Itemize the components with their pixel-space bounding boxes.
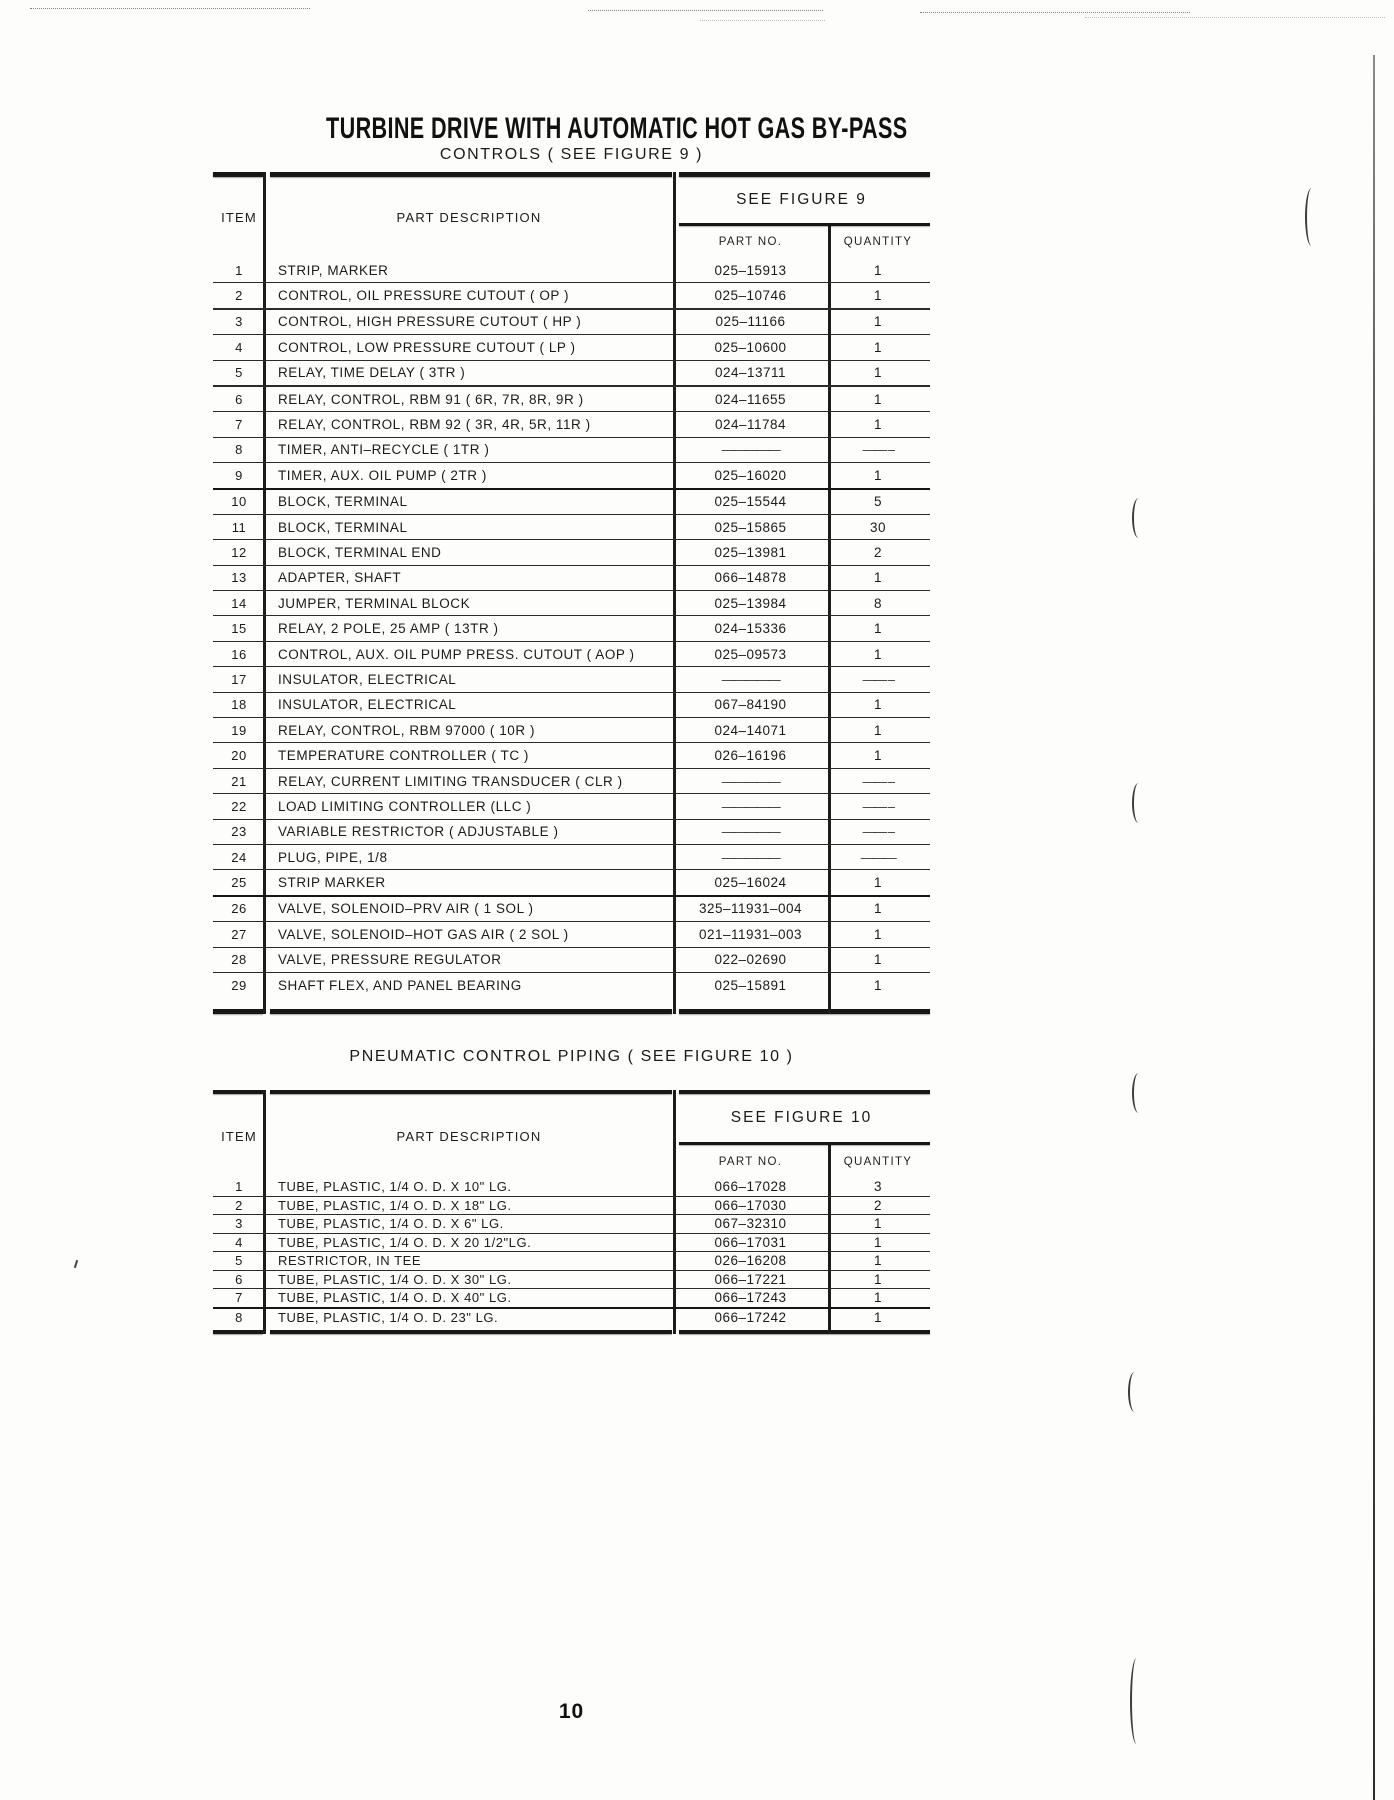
part-no-cell: 024–15336 [714,621,787,637]
part-no-cell: 024–14071 [714,722,787,738]
piping-table-body [213,1178,930,1330]
figure-header-group [673,1094,930,1178]
part-description-cell: TUBE, PLASTIC, 1/4 O. D. X 18" LG. [278,1197,512,1213]
controls-table-body [213,258,930,1009]
part-description-cell: BLOCK, TERMINAL [278,519,408,535]
part-no-cell: 066–17031 [714,1234,787,1250]
part-description-cell: TUBE, PLASTIC, 1/4 O. D. X 30" LG. [278,1271,512,1287]
quantity-cell: —— – [862,773,894,789]
part-no-cell: 066–17028 [714,1179,787,1195]
table-row [213,258,930,282]
figure-header: SEE FIGURE 9 [736,191,867,208]
table-row [213,641,930,666]
part-no-cell: 025–13984 [714,595,787,611]
part-description-cell: TUBE, PLASTIC, 1/4 O. D. X 10" LG. [278,1179,512,1195]
part-description-cell: TEMPERATURE CONTROLLER ( TC ) [278,748,529,764]
column-header-part-no: PART NO. [718,1155,783,1168]
table-border [213,1330,263,1334]
item-number-cell: 12 [231,544,247,560]
table-row [213,869,930,894]
quantity-cell: —— – [862,671,894,687]
controls-table [213,172,930,1014]
part-no-cell: 025–10600 [714,339,787,355]
scan-dots-top-mid2 [700,20,825,21]
quantity-cell: ——— [860,849,896,865]
piping-table [213,1090,930,1334]
item-number-cell: 9 [235,467,243,483]
table-row [213,411,930,436]
item-number-cell: 22 [231,798,247,814]
table-row [213,793,930,818]
part-description-cell: STRIP, MARKER [278,262,389,278]
quantity-cell: 1 [873,570,882,586]
part-no-cell: ————— [721,671,780,687]
quantity-cell: 1 [873,901,882,917]
quantity-cell: 1 [873,417,882,433]
part-description-cell: RELAY, CONTROL, RBM 92 ( 3R, 4R, 5R, 11R ) [278,417,591,433]
part-no-cell: ————— [721,798,780,814]
part-no-cell: 026–16196 [714,748,787,764]
table-row [213,921,930,946]
part-no-cell: 067–32310 [714,1216,787,1232]
table-row [213,1196,930,1215]
item-number-cell: 8 [235,442,243,458]
part-description-cell: INSULATOR, ELECTRICAL [278,671,457,687]
item-number-cell: 11 [231,519,247,535]
table-row [213,462,930,487]
item-number-cell: 21 [231,773,247,789]
part-description-cell: CONTROL, LOW PRESSURE CUTOUT ( LP ) [278,339,576,355]
part-description-cell: TIMER, AUX. OIL PUMP ( 2TR ) [278,467,487,483]
quantity-cell: 2 [873,544,882,560]
quantity-cell: 30 [869,519,887,535]
column-header-description: PART DESCRIPTION [396,1128,542,1144]
table-row [213,666,930,691]
table-row [213,437,930,462]
part-description-cell: TUBE, PLASTIC, 1/4 O. D. X 40" LG. [278,1290,512,1306]
part-description-cell: TUBE, PLASTIC, 1/4 O. D. X 20 1/2"LG. [278,1234,532,1250]
part-no-cell: 025–09573 [714,646,787,662]
table-row [213,539,930,564]
item-number-cell: 29 [231,977,247,993]
part-no-cell: 024–11655 [714,391,787,407]
scan-dots-top-right [920,12,1190,13]
quantity-cell: 1 [873,748,882,764]
scan-paren-mark [1132,1073,1145,1113]
quantity-cell: 1 [873,467,882,483]
part-no-cell: 025–10746 [714,288,787,304]
table-border [679,1330,930,1334]
quantity-cell: 1 [873,288,882,304]
item-number-cell: 20 [231,748,247,764]
scan-dots-top-far-right [1085,17,1385,18]
part-description-cell: CONTROL, OIL PRESSURE CUTOUT ( OP ) [278,288,570,304]
item-number-cell: 26 [231,901,247,917]
item-number-cell: 15 [231,621,247,637]
quantity-cell: —— – [862,824,894,840]
figure-header: SEE FIGURE 10 [730,1109,873,1126]
controls-table-caption: CONTROLS ( SEE FIGURE 9 ) [439,146,704,163]
item-number-cell: 24 [231,849,247,865]
scan-edge-line [1373,55,1375,1800]
item-number-cell: 18 [231,697,247,713]
item-number-cell: 1 [235,262,243,278]
part-description-cell: RELAY, TIME DELAY ( 3TR ) [278,365,466,381]
part-description-cell: LOAD LIMITING CONTROLLER (LLC ) [278,798,532,814]
table-row [213,385,930,411]
table-border [679,1009,930,1014]
quantity-cell: 1 [873,1309,882,1325]
part-no-cell: 025–16020 [714,467,787,483]
quantity-cell: 1 [873,1271,882,1287]
item-number-cell: 6 [235,1271,243,1287]
table-row [213,844,930,869]
table-row [213,819,930,844]
part-description-cell: PLUG, PIPE, 1/8 [278,849,388,865]
item-number-cell: 16 [231,646,247,662]
item-number-cell: 14 [231,595,247,611]
part-no-cell: 024–13711 [714,365,787,381]
table-row [213,768,930,793]
quantity-cell: 1 [873,952,882,968]
quantity-cell: 8 [873,595,882,611]
part-description-cell: VALVE, PRESSURE REGULATOR [278,952,502,968]
table-border [213,1009,263,1014]
part-description-cell: STRIP MARKER [278,875,386,891]
part-description-cell: CONTROL, HIGH PRESSURE CUTOUT ( HP ) [278,314,582,330]
item-number-cell: 7 [235,417,243,433]
part-no-cell: 021–11931–003 [698,926,803,942]
part-no-cell: 025–16024 [714,875,787,891]
item-number-cell: 27 [231,926,247,942]
quantity-cell: 1 [873,365,882,381]
quantity-cell: 1 [873,697,882,713]
scan-paren-mark [1132,498,1145,538]
item-number-cell: 3 [235,1216,243,1232]
table-row [213,717,930,742]
item-number-cell: 17 [231,671,247,687]
table-row [213,1307,930,1327]
quantity-cell: 1 [873,391,882,407]
page-number: 10 [558,1700,585,1723]
part-description-cell: INSULATOR, ELECTRICAL [278,697,457,713]
item-number-cell: 25 [231,875,247,891]
part-description-cell: VARIABLE RESTRICTOR ( ADJUSTABLE ) [278,824,559,840]
quantity-cell: 2 [873,1197,882,1213]
quantity-cell: 1 [873,646,882,662]
quantity-cell: —— – [862,442,894,458]
table-border [270,1009,672,1014]
quantity-cell: 5 [873,494,882,510]
part-description-cell: CONTROL, AUX. OIL PUMP PRESS. CUTOUT ( AOP ) [278,646,635,662]
part-description-cell: SHAFT FLEX, AND PANEL BEARING [278,977,522,993]
controls-table-header [213,177,930,258]
item-number-cell: 13 [231,570,247,586]
item-number-cell: 2 [235,1197,243,1213]
part-no-cell: 066–17242 [714,1309,787,1325]
part-no-cell: ————— [721,824,780,840]
quantity-cell: 1 [873,722,882,738]
item-number-cell: 4 [235,339,243,355]
column-header-description: PART DESCRIPTION [396,210,542,225]
column-header-quantity: QUANTITY [843,1155,913,1168]
table-row [213,615,930,640]
part-no-cell: 066–17030 [714,1197,787,1213]
item-number-cell: 8 [235,1309,243,1325]
table-row [213,282,930,307]
part-no-cell: 066–17221 [714,1271,787,1287]
figure-header-group [673,177,930,258]
part-no-cell: 325–11931–004 [698,901,803,917]
item-number-cell: 5 [235,1253,243,1269]
item-number-cell: 10 [231,494,247,510]
table-row [213,514,930,539]
quantity-cell: 1 [873,1234,882,1250]
quantity-cell: 1 [873,314,882,330]
item-number-cell: 2 [235,288,243,304]
table-row [213,895,930,921]
part-no-cell: 066–17243 [714,1290,787,1306]
item-number-cell: 28 [231,952,247,968]
table-row [213,692,930,717]
part-description-cell: ADAPTER, SHAFT [278,570,402,586]
part-description-cell: TUBE, PLASTIC, 1/4 O. D. X 6" LG. [278,1216,504,1232]
column-header-quantity: QUANTITY [843,236,913,248]
part-no-cell: 026–16208 [714,1253,787,1269]
piping-table-caption: PNEUMATIC CONTROL PIPING ( SEE FIGURE 10 ) [349,1048,794,1065]
scan-dots-top-mid [588,10,823,11]
part-no-cell: 025–15913 [714,262,787,278]
part-description-cell: TUBE, PLASTIC, 1/4 O. D. 23" LG. [278,1309,499,1325]
table-row [213,1214,930,1233]
item-number-cell: 1 [235,1179,243,1195]
scan-paren-mark [1132,783,1145,823]
quantity-cell: 3 [873,1179,882,1195]
part-description-cell: RELAY, CONTROL, RBM 97000 ( 10R ) [278,722,535,738]
table-row [213,590,930,615]
scan-tick-mark [74,1260,78,1268]
part-no-cell: 067–84190 [714,697,787,713]
part-description-cell: BLOCK, TERMINAL [278,494,408,510]
item-number-cell: 19 [231,722,247,738]
scan-paren-mark [1130,1658,1143,1744]
page-title: TURBINE DRIVE WITH AUTOMATIC HOT GAS BY-PASS [326,112,908,145]
table-row [213,1270,930,1289]
table-row [213,1251,930,1270]
part-no-cell: ————— [721,773,780,789]
table-row [213,972,930,997]
table-row [213,565,930,590]
quantity-cell: 1 [873,926,882,942]
item-number-cell: 7 [235,1290,243,1306]
table-row [213,1288,930,1307]
table-border [270,1330,672,1334]
scan-paren-mark [1305,188,1318,246]
table-row [213,1178,930,1196]
part-no-cell: 066–14878 [714,570,787,586]
part-description-cell: RELAY, CURRENT LIMITING TRANSDUCER ( CLR ) [278,773,623,789]
part-no-cell: 022–02690 [714,952,787,968]
quantity-cell: 1 [873,1290,882,1306]
part-description-cell: RESTRICTOR, IN TEE [278,1253,422,1269]
quantity-cell: 1 [873,977,882,993]
quantity-cell: 1 [873,621,882,637]
item-number-cell: 4 [235,1234,243,1250]
part-no-cell: 025–15891 [714,977,787,993]
table-row [213,360,930,385]
column-header-item: ITEM [221,210,257,225]
table-row [213,742,930,767]
table-row [213,947,930,972]
part-description-cell: VALVE, SOLENOID–PRV AIR ( 1 SOL ) [278,901,534,917]
item-number-cell: 5 [235,365,243,381]
table-row [213,488,930,514]
scan-dots-top-left [30,8,310,9]
part-description-cell: JUMPER, TERMINAL BLOCK [278,595,471,611]
part-no-cell: ————— [721,849,780,865]
part-no-cell: 025–15544 [714,494,787,510]
table-row [213,308,930,334]
quantity-cell: —— – [862,798,894,814]
item-number-cell: 23 [231,824,247,840]
part-description-cell: RELAY, CONTROL, RBM 91 ( 6R, 7R, 8R, 9R ) [278,391,584,407]
part-no-cell: 025–13981 [714,544,787,560]
part-no-cell: 025–11166 [715,314,786,330]
quantity-cell: 1 [873,1216,882,1232]
item-number-cell: 3 [235,314,243,330]
part-no-cell: 024–11784 [714,417,787,433]
part-no-cell: ————— [721,442,780,458]
part-description-cell: BLOCK, TERMINAL END [278,544,442,560]
quantity-cell: 1 [873,1253,882,1269]
part-description-cell: VALVE, SOLENOID–HOT GAS AIR ( 2 SOL ) [278,926,569,942]
part-description-cell: RELAY, 2 POLE, 25 AMP ( 13TR ) [278,621,499,637]
scan-paren-mark [1128,1372,1141,1412]
quantity-cell: 1 [873,262,882,278]
quantity-cell: 1 [873,875,882,891]
column-header-part-no: PART NO. [718,236,783,248]
table-row [213,334,930,359]
quantity-cell: 1 [873,339,882,355]
part-description-cell: TIMER, ANTI–RECYCLE ( 1TR ) [278,442,490,458]
part-no-cell: 025–15865 [714,519,787,535]
table-row [213,1233,930,1252]
piping-table-header [213,1094,930,1178]
item-number-cell: 6 [235,391,243,407]
column-header-item: ITEM [221,1128,257,1144]
